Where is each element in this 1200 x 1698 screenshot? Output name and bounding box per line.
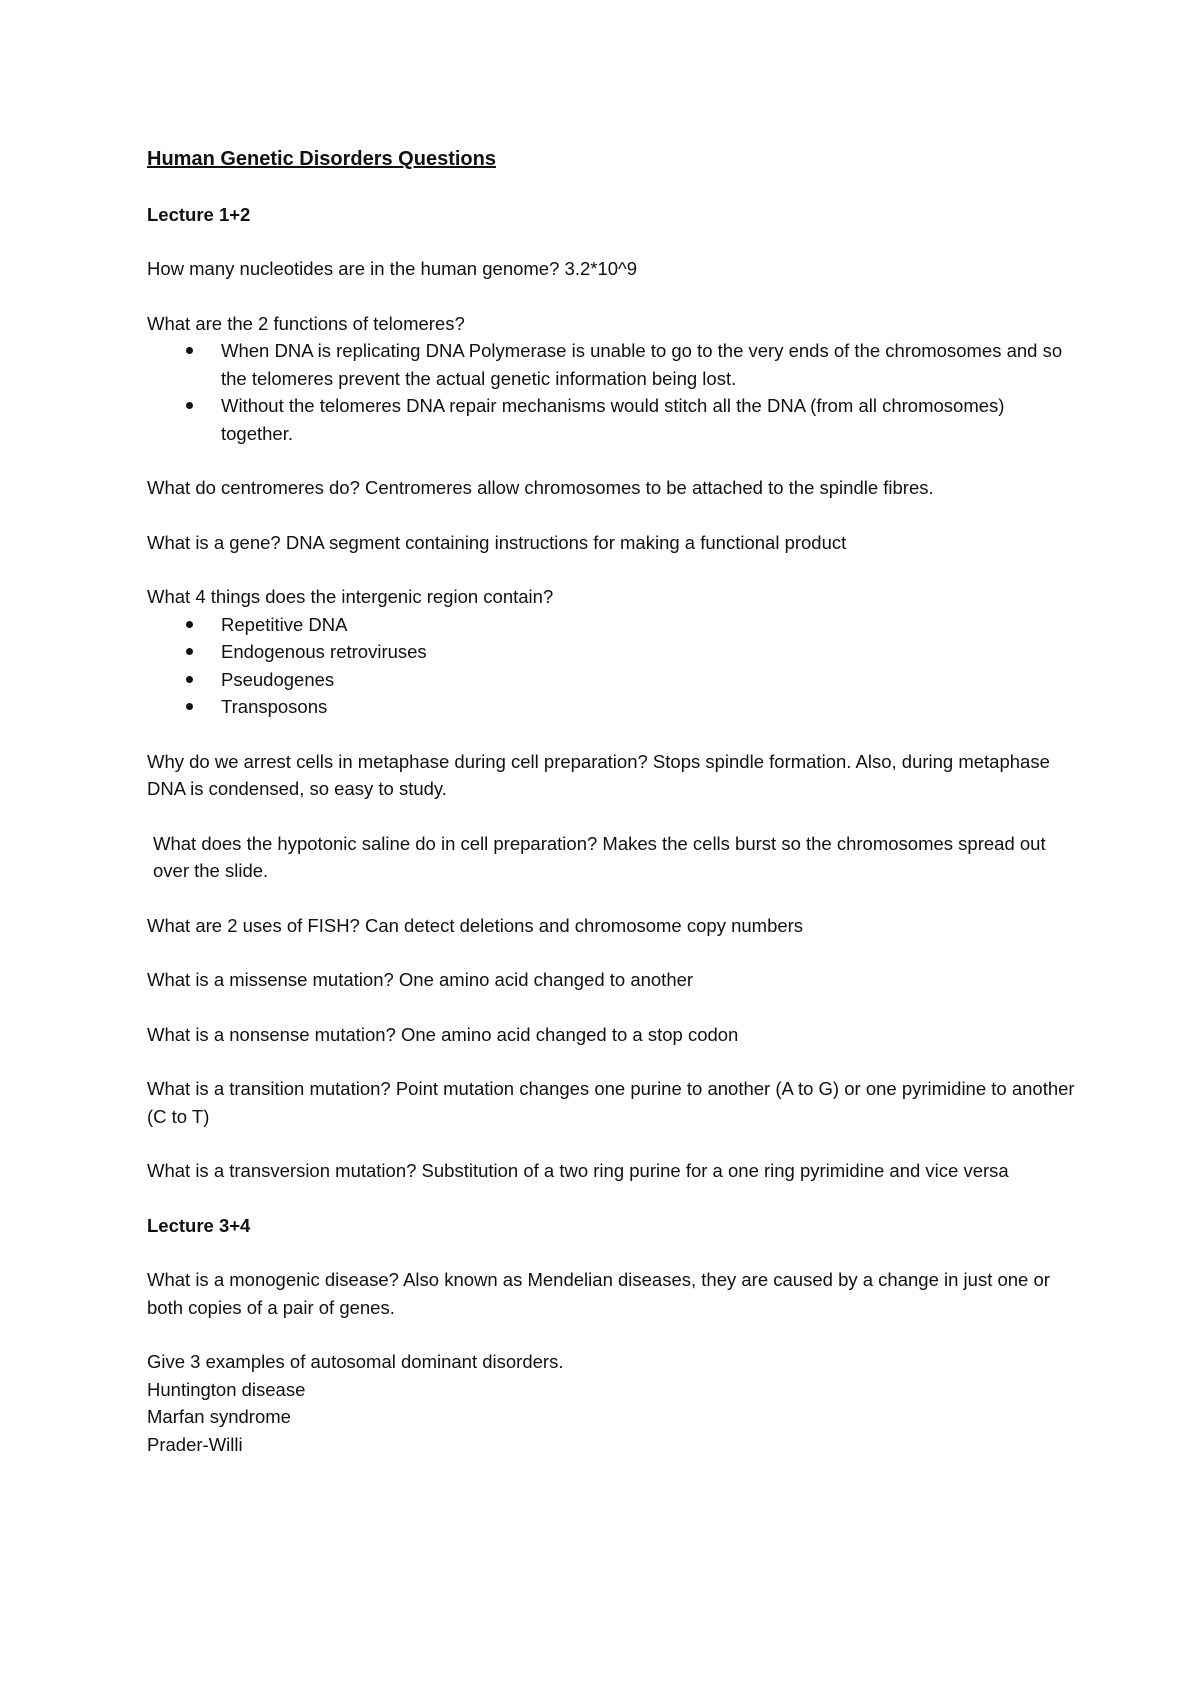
telomere-function-list <box>147 337 1077 447</box>
qa-hypotonic-saline: What does the hypotonic saline do in cell preparation? Makes the cells burst so the chromosomes spread out over the slide. <box>153 832 1046 881</box>
intergenic-contents-list <box>147 611 1077 721</box>
qa-monogenic-disease: What is a monogenic disease? Also known as Mendelian diseases, they are caused by a change in just one or both copies of a pair of genes. <box>147 1269 1050 1318</box>
qa-telomere-functions <box>147 310 1077 448</box>
section-heading-lecture-3-4: Lecture 3+4 <box>147 1214 251 1236</box>
question-intergenic: What 4 things does the intergenic region contain? <box>147 586 554 607</box>
qa-centromeres: What do centromeres do? Centromeres allow chromosomes to be attached to the spindle fibres. <box>147 477 934 498</box>
question-telomeres: What are the 2 functions of telomeres? <box>147 312 465 334</box>
qa-genome-nucleotides: How many nucleotides are in the human genome? 3.2*10^9 <box>147 258 637 279</box>
qa-metaphase-arrest: Why do we arrest cells in metaphase during cell preparation? Stops spindle formation. Also, during metaphase DNA is condensed, so easy to study. <box>147 750 1050 799</box>
qa-missense-mutation: What is a missense mutation? One amino acid changed to another <box>147 969 694 990</box>
qa-autosomal-dominant <box>147 1348 1077 1458</box>
list-item: Huntington disease <box>147 1378 306 1400</box>
list-item: Repetitive DNA <box>147 611 1077 639</box>
qa-transversion-mutation: What is a transversion mutation? Substitution of a two ring purine for a one ring pyrimidine and vice versa <box>147 1160 1009 1181</box>
document-page <box>147 146 1077 1485</box>
qa-transition-mutation: What is a transition mutation? Point mutation changes one purine to another (A to G) or one pyrimidine to another (C to T) <box>147 1078 1075 1127</box>
list-item: Transposons <box>147 693 1077 721</box>
qa-gene: What is a gene? DNA segment containing instructions for making a functional product <box>147 531 847 553</box>
list-item: Endogenous retroviruses <box>147 638 1077 666</box>
section-heading-lecture-1-2: Lecture 1+2 <box>147 203 251 225</box>
list-item: Marfan syndrome <box>147 1406 291 1427</box>
qa-intergenic-region <box>147 583 1077 721</box>
list-item: Prader-Willi <box>147 1433 243 1455</box>
qa-fish-uses: What are 2 uses of FISH? Can detect deletions and chromosome copy numbers <box>147 914 804 936</box>
list-item: Pseudogenes <box>147 666 1077 694</box>
question-autosomal: Give 3 examples of autosomal dominant disorders. <box>147 1351 564 1372</box>
list-item: Without the telomeres DNA repair mechanisms would stitch all the DNA (from all chromosomes) together. <box>147 392 1077 447</box>
list-item: When DNA is replicating DNA Polymerase is unable to go to the very ends of the chromosomes and so the telomeres prevent the actual genetic information being lost. <box>147 337 1077 392</box>
document-title: Human Genetic Disorders Questions <box>147 148 496 170</box>
qa-nonsense-mutation: What is a nonsense mutation? One amino acid changed to a stop codon <box>147 1023 739 1045</box>
